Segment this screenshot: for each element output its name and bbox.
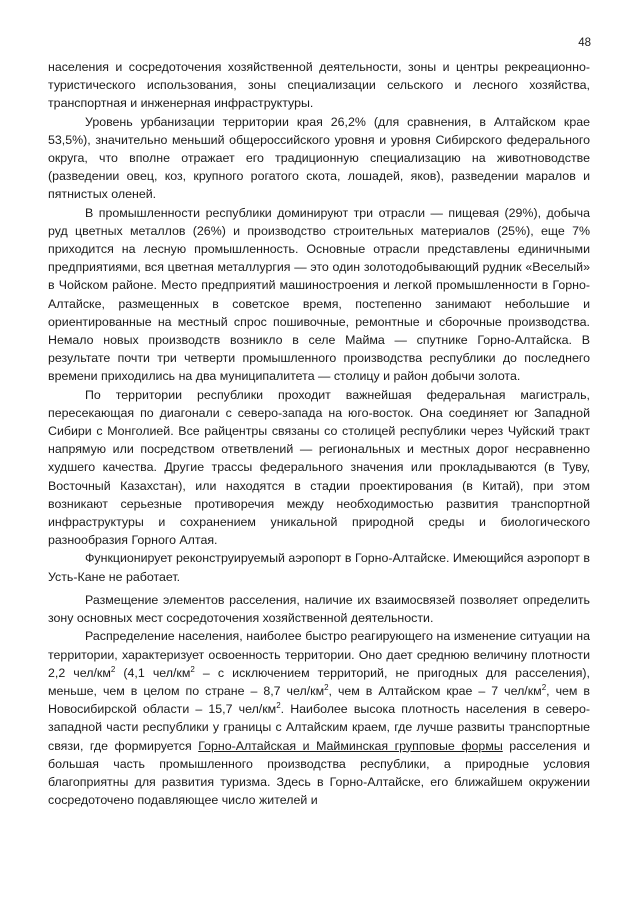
underlined-text: Горно-Алтайская и Майминская групповые формы	[198, 738, 503, 753]
text-run: , чем в Алтайском крае – 7 чел/км	[328, 683, 542, 698]
text-run: Распределение населения, наиболее быстро реагирующего на изменение ситуации на территории, характеризует освоенность территории. Оно дает среднюю величину плотности 2,2 чел/км	[48, 629, 590, 680]
text-run: Функционирует реконструируемый аэропорт в Горно-Алтайске. Имеющийся аэропорт в Усть-Кане не работает.	[48, 551, 590, 584]
text-run: (4,1 чел/км	[115, 665, 191, 680]
paragraph	[48, 591, 590, 627]
paragraph	[48, 549, 590, 585]
superscript: 2	[541, 682, 547, 692]
superscript: 2	[324, 682, 329, 692]
paragraph	[48, 386, 590, 550]
text-run: Размещение элементов расселения, наличие их взаимосвязей позволяет определить зону основных мест сосредоточения хозяйственной деятельности.	[48, 592, 590, 626]
paragraph	[48, 58, 590, 113]
text-run: . Наиболее высока плотность населения в северо-западной части республики у границы с Алтайским краем, где лучше развиты транспортные связи, где формируется	[48, 702, 590, 753]
text-run: расселения и большая часть промышленного производства республики, а природные условия благоприятны для развития туризма. Здесь в Горно-Алтайске, его ближайшем окружении сосредоточено подавляющее число жителей и	[48, 738, 590, 808]
superscript: 2	[190, 664, 195, 674]
text-run: населения и сосредоточения хозяйственной деятельности, зоны и центры рекреационно-туристического использования, зоны специализации сельского и лесного хозяйства, транспортная и инженерная инфраструктуры.	[48, 60, 590, 111]
superscript: 2	[276, 700, 281, 710]
text-run: По территории республики проходит важнейшая федеральная магистраль, пересекающая по диагонали с северо-запада на юго-восток. Она соединяет юг Западной Сибири с Монголией. Все райцентры связаны со столицей республики через Чуйский тракт напрямую или посредством ответвлений — региональных и местных дорог несравненно худшего качества. Другие трассы федерального значения или прокладываются (в Туву, Восточный Казахстан), или находятся в стадии проектирования (в Китай), при этом возникают серьезные противоречия между необходимостью развития транспортной инфраструктуры и сохранением уникальной природной среды и биологического разнообразия Горного Алтая.	[48, 387, 590, 548]
text-run: – с исключением территорий, не пригодных для расселения), меньше, чем в целом по стране – 8,7 чел/км	[48, 665, 590, 698]
body-text	[48, 58, 590, 809]
text-run: , чем в Новосибирской области – 15,7 чел/км	[48, 683, 590, 717]
page-number: 48	[578, 37, 591, 49]
paragraph	[48, 204, 590, 386]
paragraph	[48, 627, 590, 809]
text-run: В промышленности республики доминируют три отрасли — пищевая (29%), добыча руд цветных металлов (26%) и производство строительных материалов (25%), еще 7% приходится на лесную промышленность. Основные отрасли представлены единичными предприятиями, вся цветная металлургия — это один золотодобывающий рудник «Веселый» в Чойском районе. Место предприятий машиностроения и легкой промышленности в Горно-Алтайске, размещенных в советское время, постепенно занимают небольшие и ориентированные на местный спрос пошивочные, ремонтные и сборочные производства. Немало новых производств возникло в селе Майма — спутнике Горно-Алтайска. В результате почти три четверти промышленного производства республики до последнего времени приходились на два муниципалитета — столицу и район добычи золота.	[48, 205, 590, 384]
text-run: Уровень урбанизации территории края 26,2% (для сравнения, в Алтайском крае 53,5%), значительно меньший общероссийского уровня и уровня Сибирского федерального округа, что вполне отражает его традиционную специализацию на животноводстве (разведении овец, коз, крупного рогатого скота, лошадей, яков), разведении маралов и пятнистых оленей.	[48, 114, 590, 202]
superscript: 2	[110, 664, 116, 674]
paragraph	[48, 113, 590, 204]
